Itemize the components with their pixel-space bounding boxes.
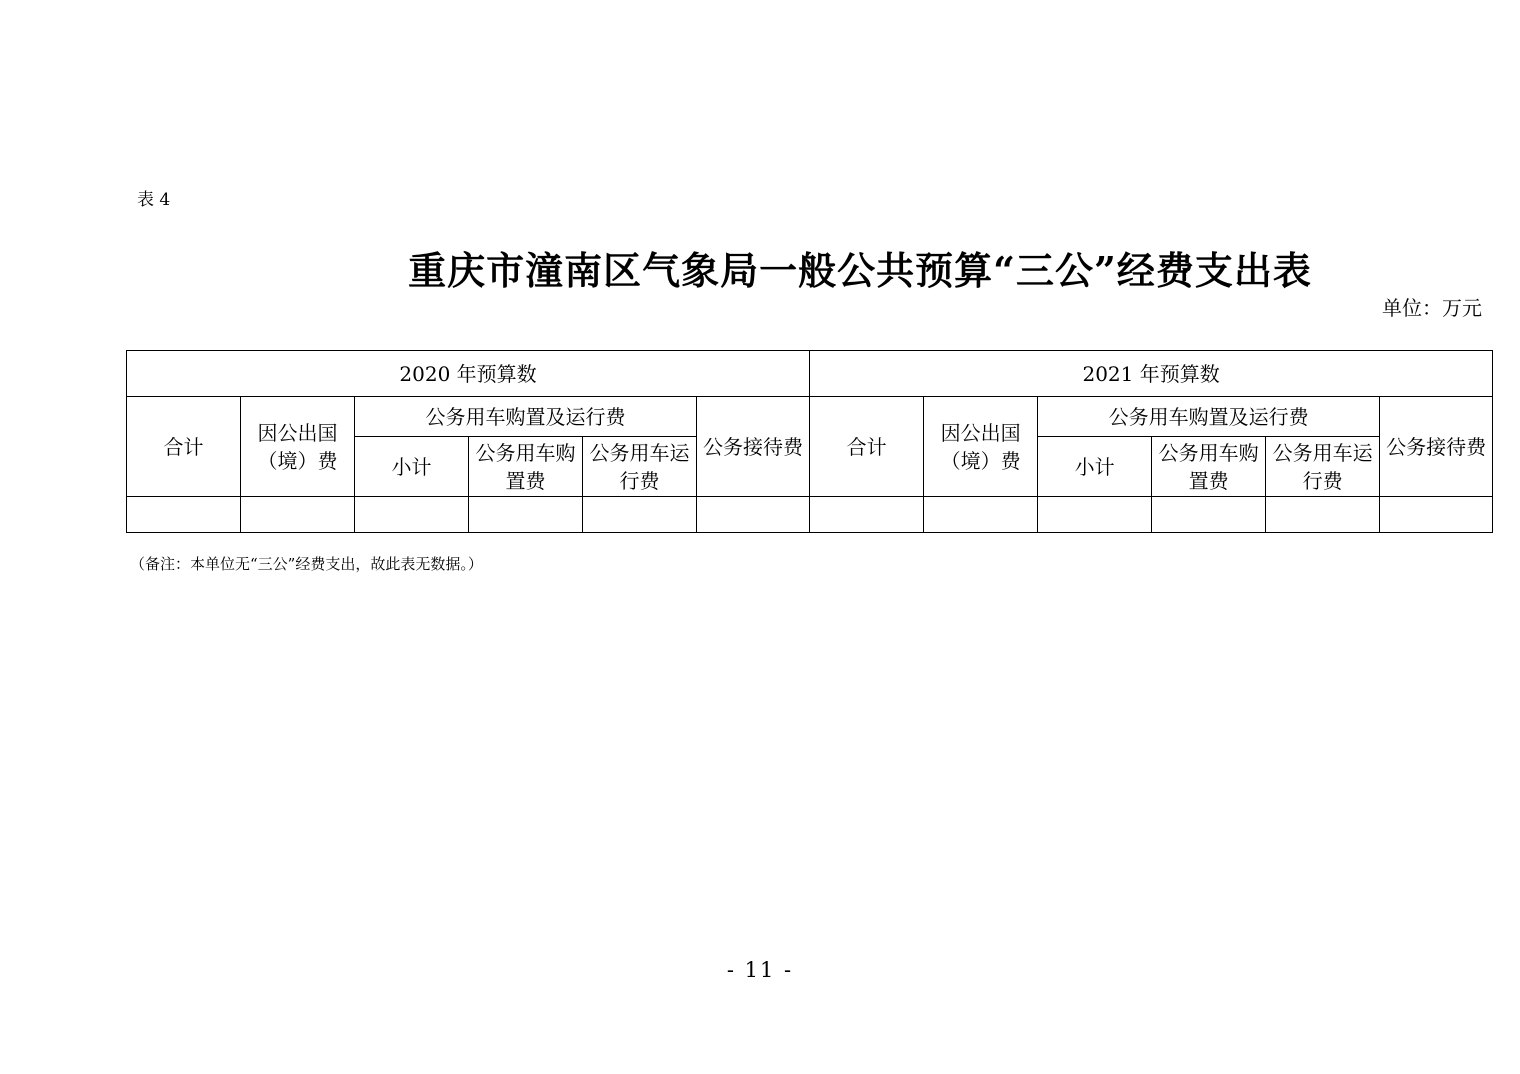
vehicle-purchase-header-2020: 公务用车购置费 <box>469 437 583 497</box>
table-note: （备注：本单位无“三公”经费支出，故此表无数据。） <box>130 555 483 573</box>
subtotal-header-2020: 小计 <box>355 437 469 497</box>
data-cell-purchase-2020 <box>469 497 583 533</box>
reception-header-2020: 公务接待费 <box>697 397 810 497</box>
data-cell-total-2021 <box>810 497 924 533</box>
unit-label: 单位：万元 <box>1382 296 1482 320</box>
document-title: 重庆市潼南区气象局一般公共预算“三公”经费支出表 <box>408 248 1312 293</box>
year-header-row <box>127 351 1493 397</box>
data-cell-subtotal-2020 <box>355 497 469 533</box>
data-cell-operation-2021 <box>1266 497 1380 533</box>
data-cell-subtotal-2021 <box>1038 497 1152 533</box>
overseas-travel-header-2021: 因公出国（境）费 <box>924 397 1038 497</box>
table-number-label: 表 4 <box>137 190 171 210</box>
vehicle-group-header-2021: 公务用车购置及运行费 <box>1038 397 1380 437</box>
subtotal-header-2021: 小计 <box>1038 437 1152 497</box>
data-cell-reception-2021 <box>1380 497 1493 533</box>
budget-expenditure-table <box>126 350 1493 533</box>
data-cell-operation-2020 <box>583 497 697 533</box>
year-2020-header: 2020 年预算数 <box>127 351 810 397</box>
data-cell-reception-2020 <box>697 497 810 533</box>
vehicle-operation-header-2021: 公务用车运行费 <box>1266 437 1380 497</box>
table-row <box>127 497 1493 533</box>
vehicle-purchase-header-2021: 公务用车购置费 <box>1152 437 1266 497</box>
data-cell-overseas-2021 <box>924 497 1038 533</box>
column-header-row <box>127 397 1493 437</box>
year-2021-header: 2021 年预算数 <box>810 351 1493 397</box>
vehicle-operation-header-2020: 公务用车运行费 <box>583 437 697 497</box>
vehicle-group-header-2020: 公务用车购置及运行费 <box>355 397 697 437</box>
data-cell-overseas-2020 <box>241 497 355 533</box>
total-header-2021: 合计 <box>810 397 924 497</box>
page-number: - 11 - <box>726 958 794 982</box>
data-cell-total-2020 <box>127 497 241 533</box>
total-header-2020: 合计 <box>127 397 241 497</box>
reception-header-2021: 公务接待费 <box>1380 397 1493 497</box>
overseas-travel-header-2020: 因公出国（境）费 <box>241 397 355 497</box>
data-cell-purchase-2021 <box>1152 497 1266 533</box>
